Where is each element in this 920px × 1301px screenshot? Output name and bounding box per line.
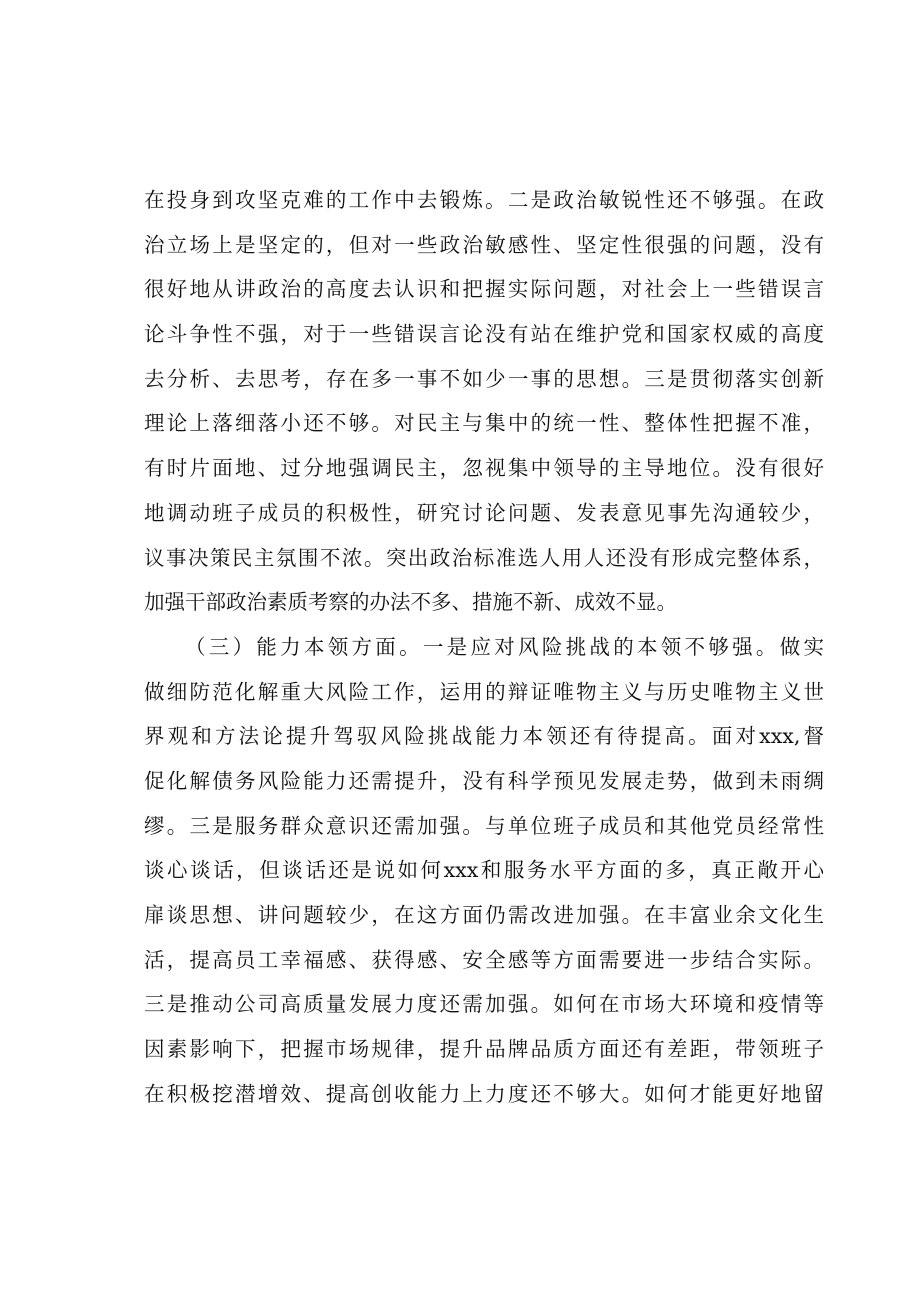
text-line: 去分析、去思考，存在多一事不如少一事的思想。三是贯彻落实创新 [144, 366, 824, 391]
text-line: 论斗争性不强，对于一些错误言论没有站在维护党和国家权威的高度 [144, 322, 824, 347]
text-line: 做细防范化解重大风险工作，运用的辩证唯物主义与历史唯物主义世 [144, 679, 824, 704]
text-line: 地调动班子成员的积极性，研究讨论问题、发表意见事先沟通较少， [144, 500, 824, 525]
body-text [144, 178, 824, 1116]
paragraph-end-line: 加强干部政治素质考察的办法不多、措施不新、成效不显。 [144, 590, 677, 615]
text-line: 有时片面地、过分地强调民主，忽视集中领导的主导地位。没有很好 [144, 456, 824, 481]
text-line: 界观和方法论提升驾驭风险挑战能力本领还有待提高。面对xxx,督 [144, 724, 824, 749]
text-line: 促化解债务风险能力还需提升，没有科学预见发展走势，做到未雨绸 [144, 768, 824, 793]
text-line: 在投身到攻坚克难的工作中去锻炼。二是政治敏锐性还不够强。在政 [144, 188, 824, 212]
text-line: 很好地从讲政治的高度去认识和把握实际问题，对社会上一些错误言 [144, 277, 824, 302]
text-line: 议事决策民主氛围不浓。突出政治标准选人用人还没有形成完整体系， [144, 545, 824, 570]
text-line: 治立场上是坚定的，但对一些政治敏感性、坚定性很强的问题，没有 [144, 232, 824, 257]
text-line: 扉谈思想、讲问题较少，在这方面仍需改进加强。在丰富业余文化生 [144, 903, 824, 927]
text-line: 缪。三是服务群众意识还需加强。与单位班子成员和其他党员经常性 [144, 813, 824, 838]
text-line: 因素影响下，把握市场规律，提升品牌品质方面还有差距，带领班子 [144, 1037, 824, 1062]
section-heading-line: （三）能力本领方面。一是应对风险挑战的本领不够强。做实 [185, 634, 824, 659]
text-line: 理论上落细落小还不够。对民主与集中的统一性、整体性把握不准， [144, 411, 824, 436]
text-line: 活，提高员工幸福感、获得感、安全感等方面需要进一步结合实际。 [144, 947, 824, 972]
text-line: 谈心谈话，但谈话还是说如何xxx和服务水平方面的多，真正敞开心 [144, 858, 824, 883]
text-line: 三是推动公司高质量发展力度还需加强。如何在市场大环境和疫情等 [144, 992, 824, 1017]
text-line: 在积极挖潜增效、提高创收能力上力度还不够大。如何才能更好地留 [144, 1081, 824, 1106]
